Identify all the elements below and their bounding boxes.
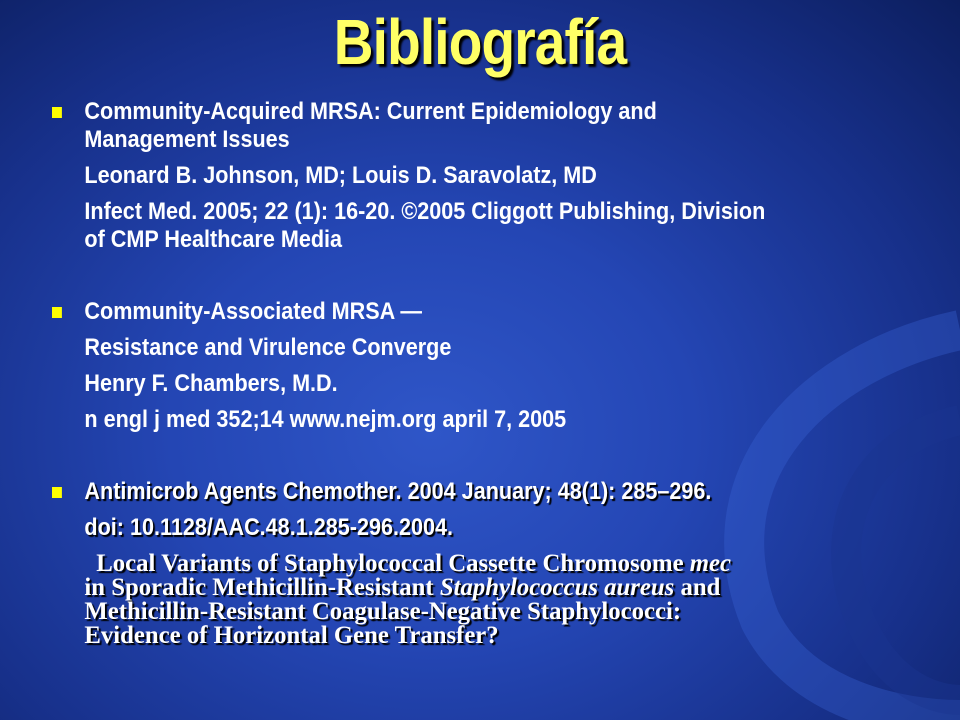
reference-title-line: Management Issues: [84, 126, 290, 153]
article-text: Evidence of Horizontal Gene Transfer?: [84, 622, 499, 649]
reference-title-line: Community-Acquired MRSA: Current Epidemiology and: [84, 98, 657, 125]
reference-title-line: Community-Associated MRSA —: [84, 298, 423, 325]
article-text: Local Variants of Staphylococcal Cassette Chromosome: [96, 550, 690, 577]
bullet-icon: [52, 487, 62, 498]
reference-source-line: of CMP Healthcare Media: [84, 226, 343, 253]
article-italic-text: Staphylococcus aureus: [439, 574, 675, 601]
reference-authors: Leonard B. Johnson, MD; Louis D. Saravolatz, MD: [84, 162, 597, 189]
reference-2: [52, 298, 844, 326]
article-text: and: [674, 574, 721, 601]
reference-authors: Henry F. Chambers, M.D.: [84, 370, 338, 397]
article-text: Methicillin-Resistant Coagulase-Negative Staphylococci:: [84, 598, 682, 625]
reference-source: n engl j med 352;14 www.nejm.org april 7, 2005: [84, 406, 567, 433]
slide-title: Bibliografía: [333, 6, 627, 78]
reference-3: [52, 478, 844, 506]
reference-doi: doi: 10.1128/AAC.48.1.285-296.2004.: [84, 514, 454, 541]
article-italic-text: mec: [689, 550, 732, 577]
bullet-icon: [52, 107, 62, 118]
reference-article-title: [84, 552, 896, 648]
bullet-icon: [52, 307, 62, 318]
article-text: in Sporadic Methicillin-Resistant: [84, 574, 440, 601]
bibliography-list: [52, 98, 844, 648]
reference-source: Antimicrob Agents Chemother. 2004 January; 48(1): 285–296.: [84, 478, 712, 505]
reference-1: [52, 98, 844, 154]
reference-title-line: Resistance and Virulence Converge: [84, 334, 452, 361]
reference-source-line: Infect Med. 2005; 22 (1): 16-20. ©2005 Cliggott Publishing, Division: [84, 198, 766, 225]
